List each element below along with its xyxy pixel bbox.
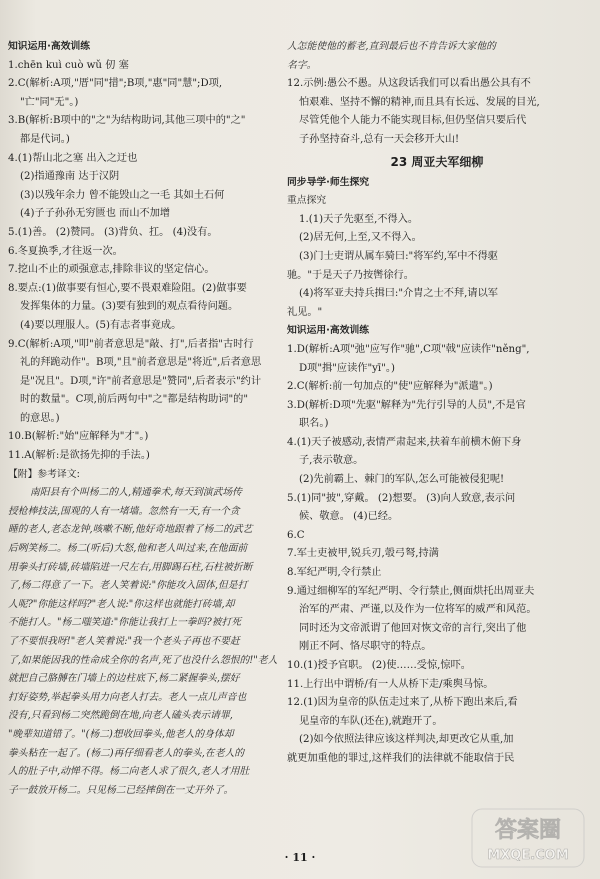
text-line: 1.(1)天子先驱至,不得入。 bbox=[299, 213, 419, 225]
watermark-logo bbox=[468, 803, 588, 873]
watermark-text-cn: 答案圈 bbox=[494, 818, 562, 843]
text-line: 3.B(解析:B项中的"之"为结构助词,其他三项中的"之" bbox=[8, 115, 246, 127]
text-line: 4.(1)天子被感动,表情严肃起来,扶着车前横木俯下身 bbox=[287, 436, 522, 448]
text-line: 授枪棒技法,围观的人有一堵墙。忽然有一天,有一个贪 bbox=[8, 505, 240, 517]
text-line: 知识运用·高效训练 bbox=[8, 41, 91, 52]
text-line: 8.军纪严明,令行禁止 bbox=[287, 567, 382, 579]
text-line: 的意思。) bbox=[20, 412, 60, 424]
text-line: 同时还为文帝派谓了他回对恢文帝的言行,突出了他 bbox=[299, 622, 527, 634]
text-line: 拳头粘在一起了。(杨二)再仔细看老人的拳头,在老人的 bbox=[8, 747, 245, 759]
right-column bbox=[287, 38, 587, 769]
text-line: 怕艰难、坚持不懈的精神,而且具有长远、发展的目光, bbox=[299, 96, 540, 108]
text-line: 5.(1)同"披",穿戴。 (2)想要。 (3)向人致意,表示问 bbox=[287, 492, 516, 504]
text-line: D项"揖"应读作"yī"。) bbox=[299, 362, 395, 374]
text-line: (2)先前霸上、棘门的军队,怎么可能被侵犯呢! bbox=[299, 474, 505, 486]
text-line: 礼的拜跪动作"。B项,"且"前者意思是"将近",后者意思 bbox=[20, 357, 262, 369]
text-line: "亡"同"无"。) bbox=[20, 96, 79, 108]
text-line: 同步导学·师生探究 bbox=[287, 176, 370, 188]
watermark-text-en: MXQE.COM bbox=[487, 848, 569, 863]
text-line: 5.(1)善。 (2)赞同。 (3)背负、扛。 (4)没有。 bbox=[8, 226, 218, 238]
text-line: 8.要点:(1)做事要有恒心,要不畏艰难险阻。(2)做事要 bbox=[8, 282, 247, 294]
text-line: 了,杨二得意了一下。老人笑着说:"你能攻入固体,但是打 bbox=[8, 580, 248, 592]
text-line: 人的肚子中,动惮不得。杨二向老人求了很久,老人才用肚 bbox=[8, 766, 250, 778]
text-line: 用拳头打砖墙,砖墙陷进一尺左右,用脚踢石柱,石柱被折断 bbox=[8, 561, 253, 573]
text-line: 是"况且"。D项,"许"前者意思是"赞同",后者表示"约计 bbox=[20, 375, 262, 387]
text-line: (2)居无何,上至,又不得入。 bbox=[299, 232, 422, 244]
text-line: 尽管凭他个人能力不能实现目标,但仍坚信只要后代 bbox=[299, 115, 527, 127]
page-number: · 11 · bbox=[284, 851, 316, 864]
text-line: 6.冬夏换季,才往返一次。 bbox=[8, 245, 123, 257]
text-line: 2.C(解析:前一句加点的"使"应解释为"派遣"。) bbox=[287, 381, 493, 393]
text-line: (4)将军亚夫持兵揖曰:"介胄之士不拜,请以军 bbox=[299, 288, 498, 300]
text-line: (3)以残年余力 曾不能毁山之一毛 其如土石何 bbox=[20, 189, 225, 201]
text-line: 就更加重他的罪过,这样我们的法律就不能取信于民 bbox=[287, 752, 515, 764]
text-line: "晚辈知道错了。"(杨二)想收回拳头,他老人的身体却 bbox=[8, 728, 234, 740]
text-line: 【附】参考译文: bbox=[8, 468, 80, 480]
text-line: 职名。) bbox=[299, 418, 329, 430]
text-line: 知识运用·高效训练 bbox=[287, 325, 370, 337]
text-line: 睡的老人,老态龙钟,咳嗽不断,他好奇地跟着了杨二的武艺 bbox=[8, 524, 253, 536]
right-top-block bbox=[287, 38, 587, 150]
left-column bbox=[8, 38, 280, 800]
text-line: 2.C(解析:A项,"厝"同"措";B项,"惠"同"慧";D项, bbox=[8, 78, 223, 90]
text-line: 都是代词。) bbox=[20, 133, 70, 145]
text-line: 子孙坚持奋斗,总有一天会移开大山! bbox=[299, 133, 460, 145]
text-line: (3)门士吏谓从属车骑曰:"将军约,军中不得驱 bbox=[299, 250, 498, 262]
text-line: 人怎能使他的蓄老,直到最后也不肯告诉大家他的 bbox=[287, 41, 496, 52]
text-line: 时的数量"。C项,前后两句中"之"都是结构助词"的" bbox=[20, 394, 249, 406]
text-line: 6.C bbox=[287, 529, 305, 541]
text-line: 了不要恨我呀!"老人笑着说:"我一个老头子再也不要赶 bbox=[8, 636, 240, 647]
text-line: 治军的严肃、严谨,以及作为一位将军的威严和风范。 bbox=[299, 604, 537, 616]
text-line: 12.(1)因为皇帝的队伍走过来了,从桥下跑出来后,看 bbox=[287, 697, 518, 709]
text-line: 9.C(解析:A项,"叩"前者意思是"敲、打",后者指"古时行 bbox=[8, 338, 254, 350]
text-line: 10.(1)授予官职。 (2)使……受惊,惊吓。 bbox=[287, 660, 471, 671]
text-line: (4)子子孙孙无穷匮也 而山不加增 bbox=[20, 208, 171, 220]
text-line: 子一鼓放开杨二。只见杨二已经摔倒在一丈开外了。 bbox=[8, 784, 234, 796]
text-line: 了,如果能因我的性命成全你的名声,死了也没什么怨恨的!"老人 bbox=[8, 654, 278, 666]
text-line: 12.示例:愚公不愚。从这段话我们可以看出愚公具有不 bbox=[287, 78, 531, 90]
text-line: 后咧笑杨二。杨二(听后)大怒,他和老人叫过来,在他面前 bbox=[8, 543, 248, 555]
section-title: 23 周亚夫军细柳 bbox=[390, 154, 484, 169]
text-line: 11.上行出中谓桥/有一人从桥下走/乘舆马惊。 bbox=[287, 678, 494, 690]
text-line: 礼见。" bbox=[287, 306, 323, 318]
text-line: 3.D(解析:D项"先驱"解释为"先行引导的人员",不是官 bbox=[287, 399, 526, 411]
text-line: 发挥集体的力量。(3)要有独到的观点看待问题。 bbox=[20, 301, 239, 313]
text-line: (4)要以理服人。(5)有志者事竟成。 bbox=[20, 319, 182, 331]
text-line: 候、敬意。 (4)已经。 bbox=[299, 511, 399, 523]
text-line: 刚正不阿、恪尽职守的特点。 bbox=[299, 641, 432, 653]
text-line: 1.D(解析:A项"弛"应写作"驰",C项"戟"应读作"něng", bbox=[287, 343, 530, 355]
text-line: 7.挖山不止的顽强意志,排除非议的坚定信心。 bbox=[8, 264, 215, 276]
text-line: 就把自己胳膊在门墙上的边柱底下,杨二紧握拳头,摆好 bbox=[8, 673, 240, 685]
text-line: 重点探究 bbox=[287, 195, 327, 207]
text-line: 人呢?"你能这样吗?"老人说:"你这样也就能打砖墙,却 bbox=[8, 598, 235, 610]
text-line: 7.军士吏被甲,锐兵刃,彀弓弩,持满 bbox=[287, 548, 439, 560]
text-line: 不能打人。"杨二嗤笑道:"你能让我打上一拳吗?被打死 bbox=[8, 617, 242, 629]
text-line: 11.A(解析:是欲扬先抑的手法。) bbox=[8, 450, 150, 462]
text-line: 见皇帝的车队(还在),就跑开了。 bbox=[299, 715, 443, 727]
right-bottom-block bbox=[287, 174, 587, 769]
text-line: 9.通过细柳军的军纪严明、令行禁止,侧面烘托出周亚夫 bbox=[287, 585, 535, 597]
text-line: (2)如今依照法律应该这样判决,却更改它从重,加 bbox=[299, 734, 514, 746]
text-line: 南阳县有个叫杨二的人,精通拳术,每天到演武场传 bbox=[30, 487, 242, 499]
text-line: 子,表示敬意。 bbox=[299, 455, 364, 467]
text-line: 1.chēn kuì cuò wǔ 仞 塞 bbox=[8, 59, 129, 71]
text-line: 没有,只看到杨二突然跪倒在地,向老人磕头表示请罪, bbox=[8, 710, 233, 722]
text-line: 打好姿势,举起拳头用力向老人打去。老人一点儿声音也 bbox=[8, 691, 247, 703]
text-line: (2)指通豫南 达于汉阴 bbox=[20, 171, 120, 183]
text-line: 10.B(解析:"始"应解释为"才"。) bbox=[8, 431, 149, 443]
text-line: 4.(1)帮山北之塞 出入之迂也 bbox=[8, 152, 138, 164]
text-line: 驰。"于是天子乃按辔徐行。 bbox=[287, 269, 414, 281]
text-line: 名字。 bbox=[287, 59, 317, 71]
